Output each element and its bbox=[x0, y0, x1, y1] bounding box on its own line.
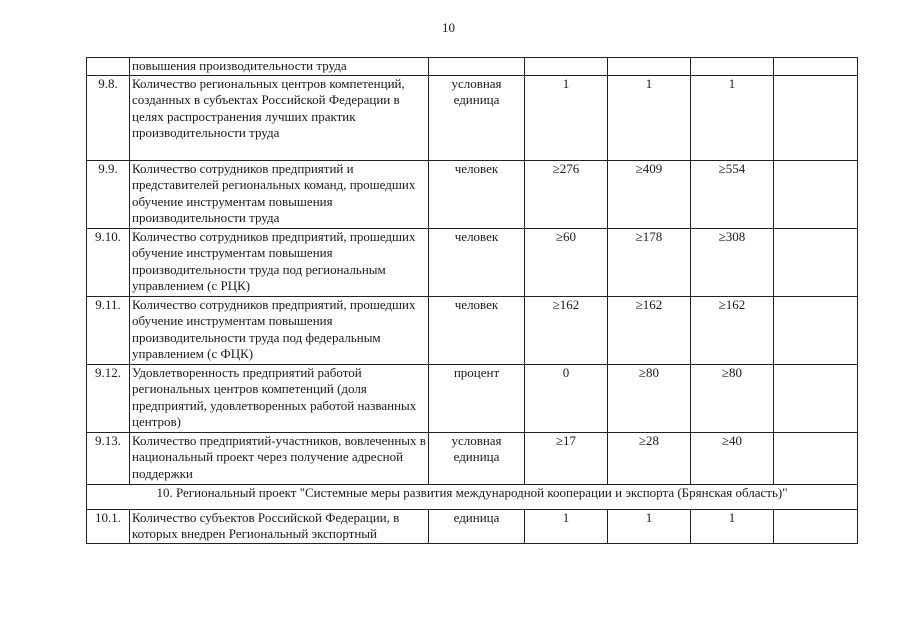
cell-unit: условная единица bbox=[429, 432, 525, 484]
cell-empty bbox=[774, 296, 858, 364]
cell-value-2: ≥178 bbox=[608, 228, 691, 296]
table-row-9-8 bbox=[87, 75, 858, 160]
cell-unit: человек bbox=[429, 228, 525, 296]
cell-unit: условная единица bbox=[429, 75, 525, 160]
cell-num: 9.9. bbox=[87, 160, 130, 228]
cell-num bbox=[87, 58, 130, 76]
cell-value-3: 1 bbox=[691, 75, 774, 160]
cell-value bbox=[608, 58, 691, 76]
cell-indicator-name: Количество сотрудников предприятий, прошедших обучение инструментам повышения производительности труда под федеральным управлением (с ФЦК) bbox=[130, 296, 429, 364]
cell-value-1: ≥276 bbox=[525, 160, 608, 228]
cell-value-3: ≥162 bbox=[691, 296, 774, 364]
cell-value-1: 0 bbox=[525, 364, 608, 432]
cell-value bbox=[525, 58, 608, 76]
cell-unit: человек bbox=[429, 296, 525, 364]
cell-unit: процент bbox=[429, 364, 525, 432]
cell-value-3: ≥80 bbox=[691, 364, 774, 432]
cell-value-1: 1 bbox=[525, 509, 608, 543]
cell-value-3: 1 bbox=[691, 509, 774, 543]
cell-value-2: ≥80 bbox=[608, 364, 691, 432]
cell-empty bbox=[774, 364, 858, 432]
cell-value-2: ≥28 bbox=[608, 432, 691, 484]
cell-empty bbox=[774, 160, 858, 228]
cell-empty bbox=[774, 432, 858, 484]
table-row-9-9 bbox=[87, 160, 858, 228]
cell-num: 9.12. bbox=[87, 364, 130, 432]
cell-value-1: ≥60 bbox=[525, 228, 608, 296]
cell-empty bbox=[774, 58, 858, 76]
cell-unit bbox=[429, 58, 525, 76]
section-title: 10. Региональный проект "Системные меры развития международной кооперации и экспорта (Брянская область)" bbox=[87, 484, 858, 509]
indicators-table bbox=[86, 57, 858, 544]
page-number: 10 bbox=[442, 20, 455, 35]
cell-unit: единица bbox=[429, 509, 525, 543]
cell-indicator-name: Количество сотрудников предприятий и представителей региональных команд, прошедших обучение инструментам повышения производительности труда bbox=[130, 160, 429, 228]
cell-indicator-name: Количество сотрудников предприятий, прошедших обучение инструментам повышения производительности труда под региональным управлением (с РЦК) bbox=[130, 228, 429, 296]
cell-value-1: ≥162 bbox=[525, 296, 608, 364]
table-row-9-10 bbox=[87, 228, 858, 296]
cell-num: 10.1. bbox=[87, 509, 130, 543]
section-header-row bbox=[87, 484, 858, 509]
table-row-9-13 bbox=[87, 432, 858, 484]
table-row-9-11 bbox=[87, 296, 858, 364]
cell-num: 9.13. bbox=[87, 432, 130, 484]
cell-indicator-name: Удовлетворенность предприятий работой региональных центров компетенций (доля предприятий, удовлетворенных работой названных центров) bbox=[130, 364, 429, 432]
cell-num: 9.10. bbox=[87, 228, 130, 296]
cell-num: 9.8. bbox=[87, 75, 130, 160]
cell-value-3: ≥554 bbox=[691, 160, 774, 228]
cell-value-3: ≥40 bbox=[691, 432, 774, 484]
table-row-continuation bbox=[87, 58, 858, 76]
cell-value-3: ≥308 bbox=[691, 228, 774, 296]
cell-empty bbox=[774, 228, 858, 296]
cell-indicator-name: Количество субъектов Российской Федерации, в которых внедрен Региональный экспортный bbox=[130, 509, 429, 543]
table-row-9-12 bbox=[87, 364, 858, 432]
cell-value-1: ≥17 bbox=[525, 432, 608, 484]
cell-value-2: ≥162 bbox=[608, 296, 691, 364]
cell-num: 9.11. bbox=[87, 296, 130, 364]
cell-empty bbox=[774, 75, 858, 160]
cell-empty bbox=[774, 509, 858, 543]
cell-unit: человек bbox=[429, 160, 525, 228]
cell-indicator-name: Количество региональных центров компетенций, созданных в субъектах Российской Федерации в целях распространения лучших практик производительности труда bbox=[130, 75, 429, 160]
cell-value-2: 1 bbox=[608, 509, 691, 543]
cell-value-1: 1 bbox=[525, 75, 608, 160]
table-row-10-1 bbox=[87, 509, 858, 543]
cell-value bbox=[691, 58, 774, 76]
cell-value-2: 1 bbox=[608, 75, 691, 160]
cell-indicator-name: повышения производительности труда bbox=[130, 58, 429, 76]
cell-indicator-name: Количество предприятий-участников, вовлеченных в национальный проект через получение адресной поддержки bbox=[130, 432, 429, 484]
cell-value-2: ≥409 bbox=[608, 160, 691, 228]
